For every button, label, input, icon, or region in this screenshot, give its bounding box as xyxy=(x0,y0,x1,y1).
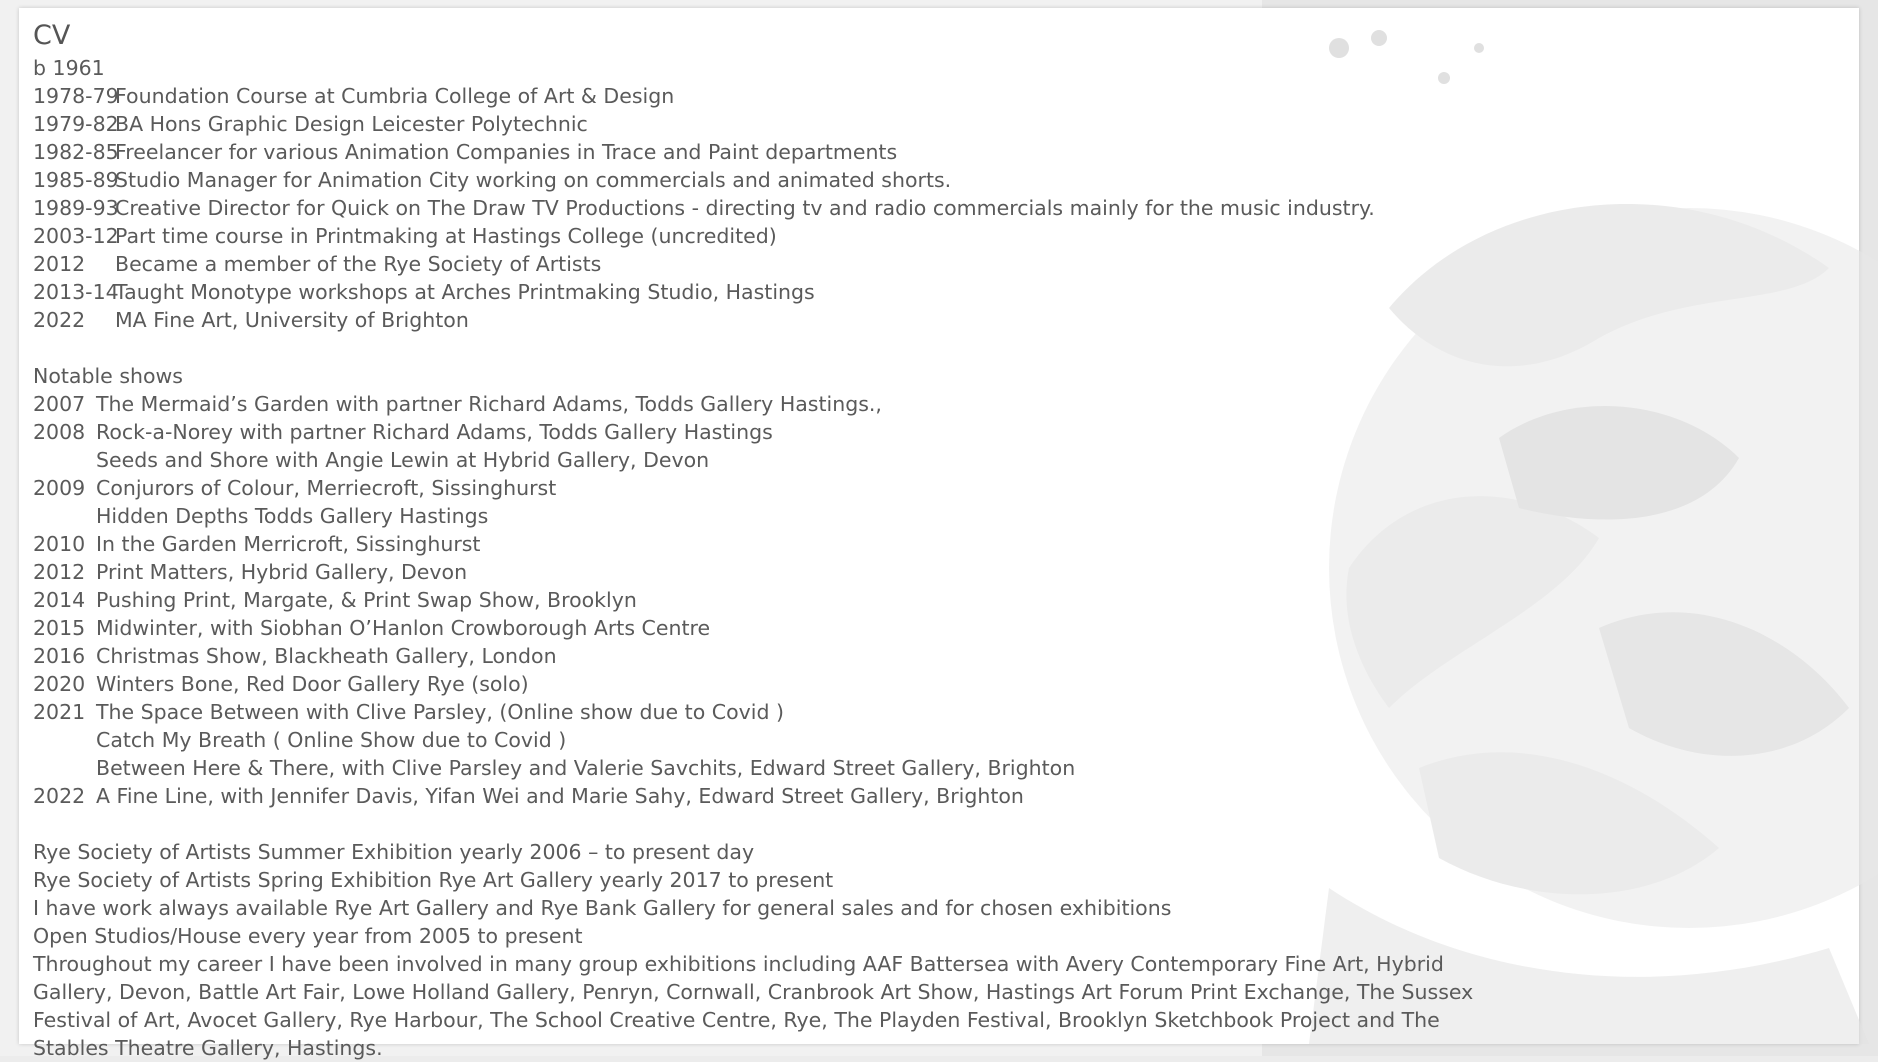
cv-text: Taught Monotype workshops at Arches Printmaking Studio, Hastings xyxy=(115,280,815,304)
show-row xyxy=(33,502,1533,530)
cv-row xyxy=(33,82,1533,110)
note-line: Rye Society of Artists Summer Exhibition yearly 2006 – to present day xyxy=(33,840,755,864)
show-year xyxy=(33,446,96,474)
show-text: Rock-a-Norey with partner Richard Adams, Todds Gallery Hastings xyxy=(96,420,773,444)
note-line: I have work always available Rye Art Gallery and Rye Bank Gallery for general sales and for chosen exhibitions xyxy=(33,896,1172,920)
cv-row xyxy=(33,166,1533,194)
cv-text: BA Hons Graphic Design Leicester Polytechnic xyxy=(115,112,588,136)
page-title: CV xyxy=(33,20,71,51)
show-year: 2016 xyxy=(33,644,86,668)
show-row xyxy=(33,418,1533,446)
show-text: Conjurors of Colour, Merriecroft, Sissinghurst xyxy=(96,476,557,500)
show-text: Midwinter, with Siobhan O’Hanlon Crowborough Arts Centre xyxy=(96,616,711,640)
cv-list xyxy=(33,82,1533,334)
cv-year: 1982-85 xyxy=(33,140,119,164)
note-line: Open Studios/House every year from 2005 to present xyxy=(33,924,583,948)
cv-year: 2012 xyxy=(33,252,86,276)
show-text: Winters Bone, Red Door Gallery Rye (solo) xyxy=(96,672,529,696)
show-row xyxy=(33,586,1533,614)
cv-year: 1978-79 xyxy=(33,84,119,108)
show-row xyxy=(33,530,1533,558)
cv-year: 1985-89 xyxy=(33,168,119,192)
cv-year: 2013-14 xyxy=(33,280,119,304)
cv-text: Creative Director for Quick on The Draw TV Productions - directing tv and radio commercials mainly for the music industry. xyxy=(115,196,1375,220)
cv-content xyxy=(33,18,1533,1062)
show-year: 2020 xyxy=(33,672,86,696)
cv-text: Freelancer for various Animation Companies in Trace and Paint departments xyxy=(115,140,898,164)
shows-heading: Notable shows xyxy=(33,364,183,388)
shows-list xyxy=(33,390,1533,810)
cv-row xyxy=(33,306,1533,334)
show-year: 2009 xyxy=(33,476,86,500)
show-text: Between Here & There, with Clive Parsley and Valerie Savchits, Edward Street Gallery, Brighton xyxy=(96,756,1076,780)
show-row xyxy=(33,754,1533,782)
cv-row xyxy=(33,222,1533,250)
career-paragraph: Throughout my career I have been involved in many group exhibitions including AAF Battersea with Avery Contemporary Fine Art, Hybrid Gallery, Devon, Battle Art Fair, Lowe Holland Gallery, Penryn, Cornwall, Cranbrook Art Show, Hastings Art Forum Print Exchange, The Sussex Festival of Art, Avocet Gallery, Rye Harbour, The School Creative Centre, Rye, The Playden Festival, Brooklyn Sketchbook Project and The Stables Theatre Gallery, Hastings. xyxy=(33,952,1474,1060)
spacer xyxy=(33,810,1533,838)
show-year xyxy=(33,726,96,754)
show-text: Hidden Depths Todds Gallery Hastings xyxy=(96,504,489,528)
notes-list xyxy=(33,838,1533,950)
show-row xyxy=(33,614,1533,642)
cv-text: Studio Manager for Animation City working on commercials and animated shorts. xyxy=(115,168,952,192)
show-text: Catch My Breath ( Online Show due to Covid ) xyxy=(96,728,567,752)
show-year: 2010 xyxy=(33,532,86,556)
birth-year: b 1961 xyxy=(33,56,105,80)
cv-year: 1989-93 xyxy=(33,196,119,220)
cv-text: Part time course in Printmaking at Hastings College (uncredited) xyxy=(115,224,777,248)
cv-year: 2003-12 xyxy=(33,224,119,248)
show-year: 2012 xyxy=(33,560,86,584)
show-text: In the Garden Merricroft, Sissinghurst xyxy=(96,532,481,556)
show-text: Print Matters, Hybrid Gallery, Devon xyxy=(96,560,468,584)
cv-row xyxy=(33,278,1533,306)
cv-row xyxy=(33,110,1533,138)
show-year: 2008 xyxy=(33,420,86,444)
cv-row xyxy=(33,194,1533,222)
show-year: 2022 xyxy=(33,784,86,808)
show-row xyxy=(33,558,1533,586)
cv-row xyxy=(33,250,1533,278)
show-text: The Mermaid’s Garden with partner Richard Adams, Todds Gallery Hastings., xyxy=(96,392,882,416)
show-text: A Fine Line, with Jennifer Davis, Yifan Wei and Marie Sahy, Edward Street Gallery, Brighton xyxy=(96,784,1024,808)
note-line: Rye Society of Artists Spring Exhibition Rye Art Gallery yearly 2017 to present xyxy=(33,868,834,892)
show-row xyxy=(33,446,1533,474)
spacer xyxy=(33,334,1533,362)
show-year: 2021 xyxy=(33,700,86,724)
cv-text: Foundation Course at Cumbria College of Art & Design xyxy=(115,84,675,108)
show-row xyxy=(33,782,1533,810)
show-text: Christmas Show, Blackheath Gallery, London xyxy=(96,644,557,668)
show-row xyxy=(33,474,1533,502)
show-text: Seeds and Shore with Angie Lewin at Hybrid Gallery, Devon xyxy=(96,448,710,472)
show-row xyxy=(33,670,1533,698)
show-row xyxy=(33,698,1533,726)
show-year: 2007 xyxy=(33,392,86,416)
show-row xyxy=(33,390,1533,418)
cv-text: Became a member of the Rye Society of Artists xyxy=(115,252,602,276)
show-row xyxy=(33,642,1533,670)
cv-year: 2022 xyxy=(33,308,86,332)
show-year: 2014 xyxy=(33,588,86,612)
cv-slide xyxy=(19,8,1859,1060)
show-text: The Space Between with Clive Parsley, (Online show due to Covid ) xyxy=(96,700,784,724)
cv-year: 1979-82 xyxy=(33,112,119,136)
show-text: Pushing Print, Margate, & Print Swap Show, Brooklyn xyxy=(96,588,637,612)
show-row xyxy=(33,726,1533,754)
show-year xyxy=(33,502,96,530)
cv-row xyxy=(33,138,1533,166)
cv-text: MA Fine Art, University of Brighton xyxy=(115,308,469,332)
show-year: 2015 xyxy=(33,616,86,640)
show-year xyxy=(33,754,96,782)
